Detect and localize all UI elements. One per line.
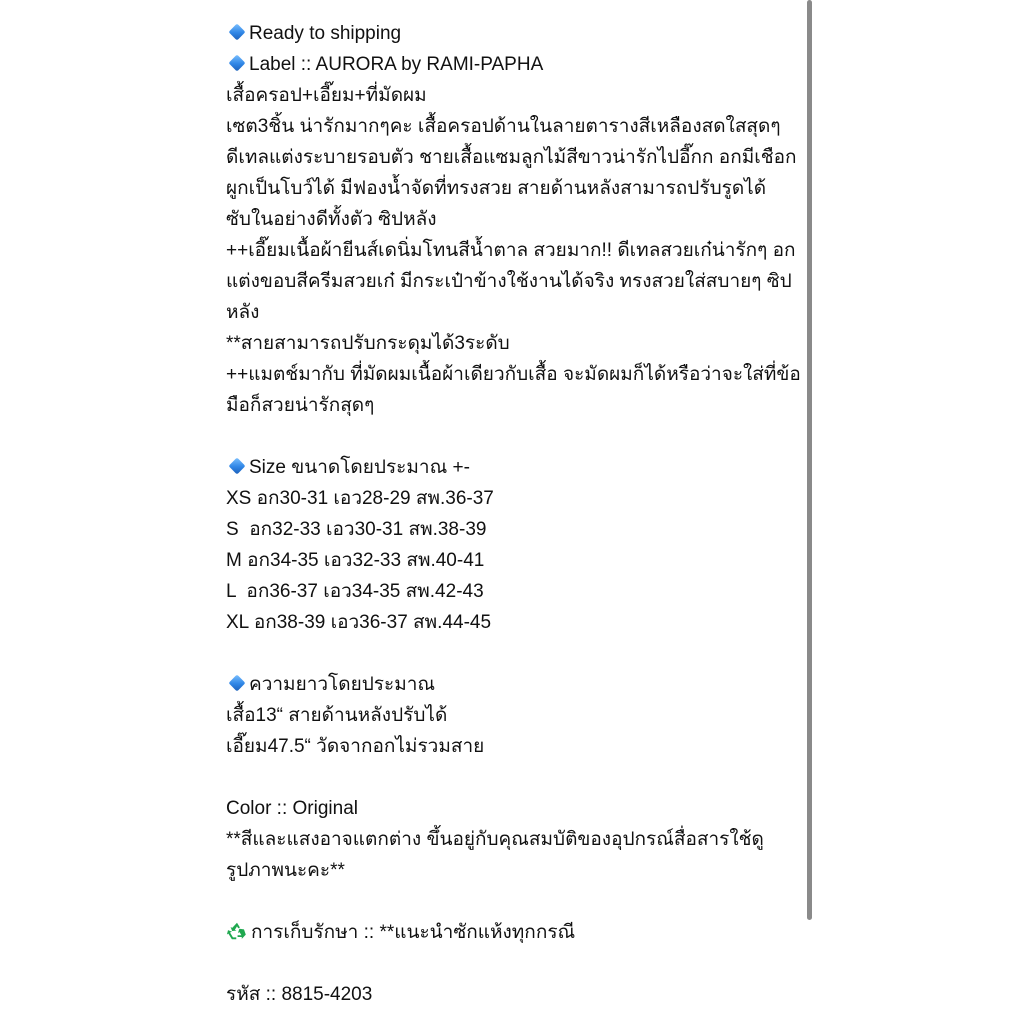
spacer: [226, 948, 806, 979]
description-line: เซต3ชิ้น น่ารักมากๆคะ เสื้อครอปด้านในลายตารางสีเหลืองสดใสสุดๆ: [226, 116, 781, 137]
spacer: [226, 421, 806, 452]
length-heading-text: ความยาวโดยประมาณ: [249, 674, 436, 695]
description-line: ผูกเป็นโบว์ได้ มีฟองน้ำจัดที่ทรงสวย สายด้านหลังสามารถปรับรูดได้: [226, 178, 767, 199]
size-row: XS อก30-31 เอว28-29 สพ.36-37: [226, 488, 494, 509]
size-row: XL อก38-39 เอว36-37 สพ.44-45: [226, 612, 492, 633]
description-line: ++แมตช์มากับ ที่มัดผมเนื้อผ้าเดียวกับเสื้อ จะมัดผมก็ได้หรือว่าจะใส่ที่ข้อ: [226, 364, 801, 385]
spacer: [226, 638, 806, 669]
strap-note: **สายสามารถปรับกระดุมได้3ระดับ: [226, 333, 510, 354]
size-heading-text: Size ขนาดโดยประมาณ +-: [249, 457, 470, 478]
color-note: **สีและแสงอาจแตกต่าง ขึ้นอยู่กับคุณสมบัติของอุปกรณ์สื่อสารใช้ดู: [226, 829, 764, 850]
description-line: ดีเทลแต่งระบายรอบตัว ชายเสื้อแซมลูกไม้สีขาวน่ารักไปอี๊กก อกมีเชือก: [226, 147, 797, 168]
label-line: [226, 49, 806, 80]
label-text: Label :: AURORA by RAMI-PAPHA: [249, 54, 544, 75]
length-heading: [226, 669, 806, 700]
size-row: L อก36-37 เอว34-35 สพ.42-43: [226, 581, 484, 602]
size-row: S อก32-33 เอว30-31 สพ.38-39: [226, 519, 487, 540]
description-line: ++เอี๊ยมเนื้อผ้ายีนส์เดนิ่มโทนสีน้ำตาล สวยมาก!! ดีเทลสวยเก๋น่ารักๆ อก: [226, 240, 796, 261]
blue-diamond-icon: [229, 55, 246, 72]
care-line: [226, 917, 806, 948]
color-note: รูปภาพนะคะ**: [226, 860, 345, 881]
description-line: มือก็สวยน่ารักสุดๆ: [226, 395, 375, 416]
recycle-icon: [226, 920, 248, 942]
description-line: แต่งขอบสีครีมสวยเก๋ มีกระเป๋าข้างใช้งานได้จริง ทรงสวยใส่สบายๆ ซิป: [226, 271, 792, 292]
length-top: เสื้อ13“ สายด้านหลังปรับได้: [226, 705, 448, 726]
ready-line: [226, 18, 806, 49]
spacer: [226, 762, 806, 793]
description-line: ซับในอย่างดีทั้งตัว ซิปหลัง: [226, 209, 437, 230]
blue-diamond-icon: [229, 675, 246, 692]
color-label: Color :: Original: [226, 798, 358, 819]
length-overall: เอี๊ยม47.5“ วัดจากอกไม่รวมสาย: [226, 736, 485, 757]
size-row: M อก34-35 เอว32-33 สพ.40-41: [226, 550, 485, 571]
product-code: รหัส :: 8815-4203: [226, 984, 373, 1005]
spacer: [226, 886, 806, 917]
product-description: [226, 18, 806, 1010]
blue-diamond-icon: [229, 24, 246, 41]
scrollbar[interactable]: [807, 0, 812, 920]
ready-text: Ready to shipping: [249, 23, 402, 44]
description-line: หลัง: [226, 302, 260, 323]
care-text: การเก็บรักษา :: **แนะนำซักแห้งทุกกรณี: [251, 922, 576, 943]
product-name: เสื้อครอป+เอี๊ยม+ที่มัดผม: [226, 85, 427, 106]
blue-diamond-icon: [229, 458, 246, 475]
size-heading: [226, 452, 806, 483]
